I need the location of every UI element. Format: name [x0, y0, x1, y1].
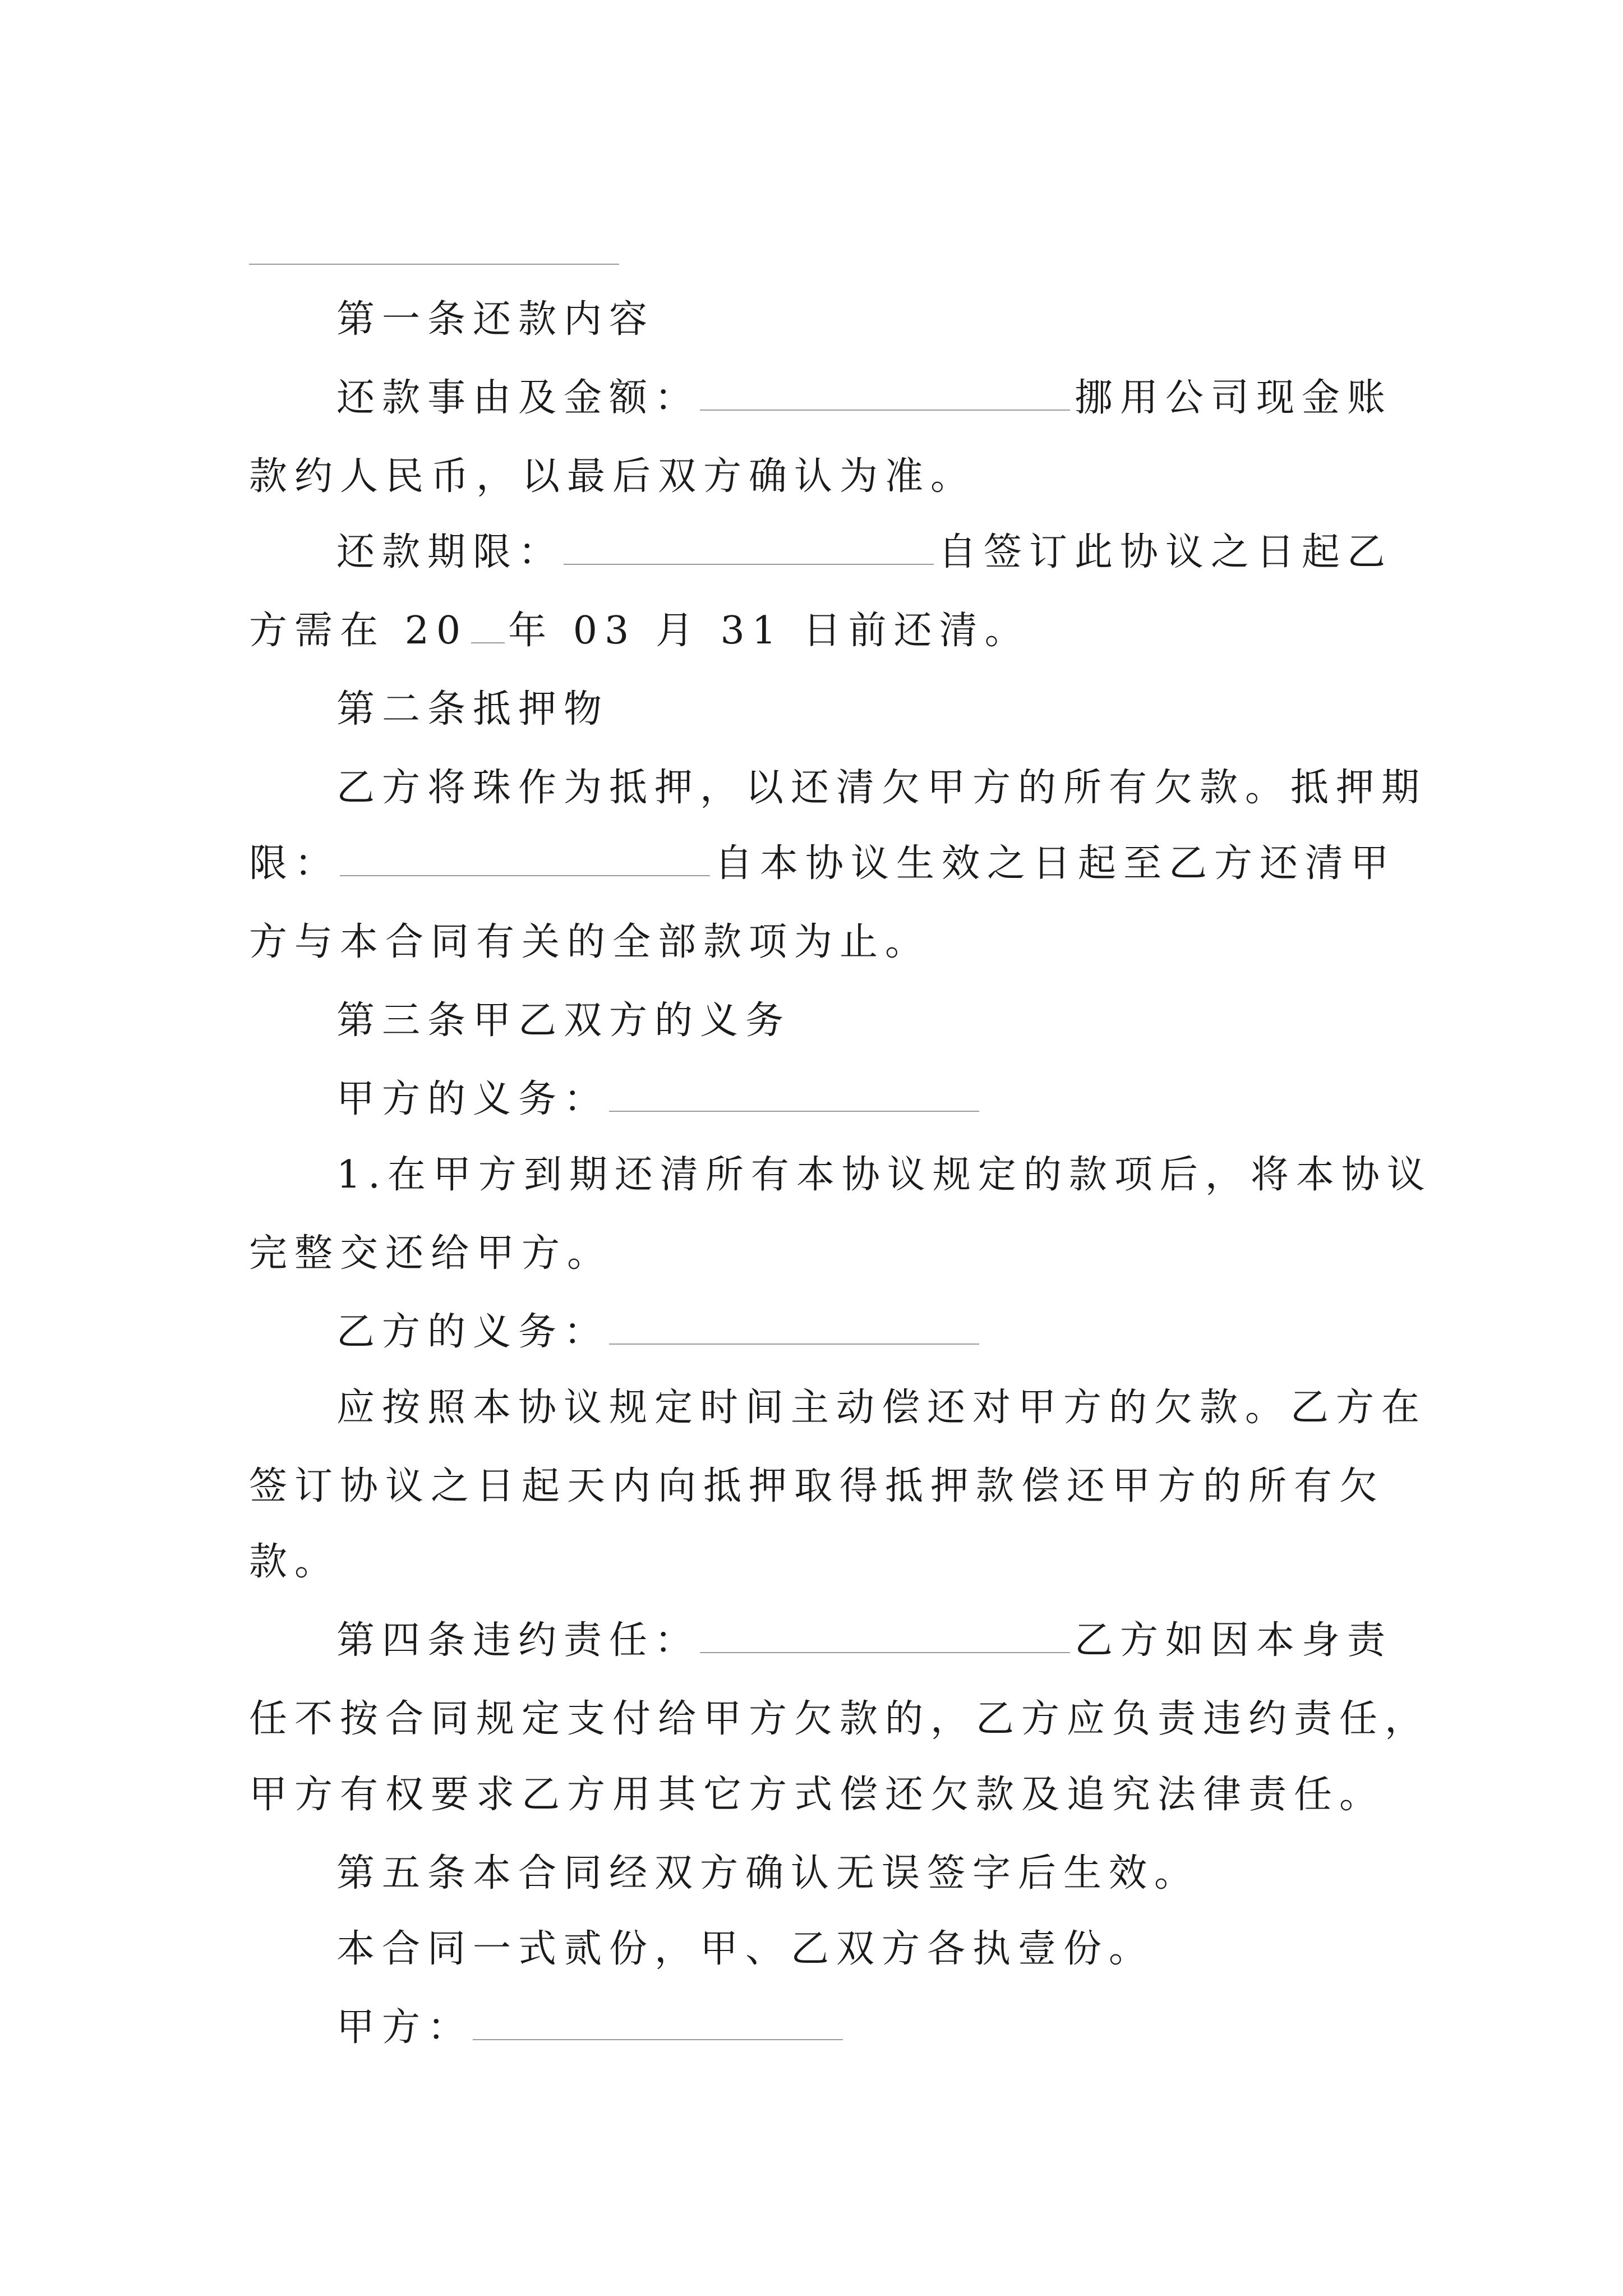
article-3-heading-text: 第三条甲乙双方的义务: [336, 999, 791, 1043]
party-a-duty-item-1-text: 1.在甲方到期还清所有本协议规定的款项后，将本协议: [336, 1153, 1432, 1197]
article-1-heading: [336, 292, 654, 348]
party-b-duty-line: [336, 1304, 984, 1360]
repayment-term-text: 自签订此协议之日起乙: [938, 530, 1393, 574]
party-b-duty-text-line-2: [249, 1458, 1385, 1515]
collateral-term-blank[interactable]: [340, 841, 710, 876]
repayment-term-line-2: [249, 603, 1030, 659]
repayment-term-line: [336, 524, 1393, 581]
repayment-reason-label: 还款事由及金额：: [336, 376, 700, 420]
collateral-line-1: [336, 760, 1427, 816]
repayment-year-blank[interactable]: [471, 609, 505, 643]
article-4-line-2: [249, 1691, 1430, 1747]
article-5-text: 第五条本合同经双方确认无误签字后生效。: [336, 1851, 1200, 1895]
article-3-heading: [336, 993, 791, 1049]
copies-line: [336, 1921, 1154, 1977]
party-a-duty-item-1-cont: [249, 1226, 612, 1282]
article-5-line: [336, 1846, 1200, 1902]
party-b-duty-text-2: 签订协议之日起天内向抵押取得抵押款偿还甲方的所有欠: [249, 1464, 1385, 1508]
collateral-text-2: 自本协议生效之日起至乙方还清甲: [714, 841, 1396, 886]
repayment-year-prefix: 方需在 20: [249, 609, 468, 653]
copies-text: 本合同一式贰份，甲、乙双方各执壹份。: [336, 1927, 1155, 1971]
repayment-reason-blank[interactable]: [700, 376, 1070, 411]
party-a-duty-blank[interactable]: [609, 1077, 979, 1112]
article-2-heading-text: 第二条抵押物: [336, 687, 610, 731]
party-a-signature-line: [336, 2000, 847, 2056]
repayment-date-text: 年 03 月 31 日前还清。: [508, 609, 1030, 653]
party-a-signature-blank[interactable]: [473, 2005, 843, 2040]
collateral-term-label: 限：: [249, 841, 340, 886]
breach-liability-text-2: 任不按合同规定支付给甲方欠款的，乙方应负责违约责任，: [249, 1697, 1431, 1741]
party-b-duty-blank[interactable]: [609, 1310, 979, 1345]
article-4-line-3: [249, 1767, 1385, 1823]
breach-liability-label: 第四条违约责任：: [336, 1618, 700, 1663]
breach-liability-text-1: 乙方如因本身责: [1075, 1618, 1393, 1663]
repayment-reason-text: 挪用公司现金账: [1075, 376, 1393, 420]
party-b-duty-text-line-1: [336, 1380, 1427, 1436]
party-a-signature-label: 甲方：: [336, 2005, 473, 2050]
repayment-reason-line: [336, 370, 1393, 426]
party-a-duty-item-1-text-2: 完整交还给甲方。: [249, 1231, 613, 1276]
article-4-line-1: [336, 1613, 1393, 1669]
repayment-reason-line-2: [249, 449, 976, 505]
repayment-term-label: 还款期限：: [336, 530, 564, 574]
party-b-duty-text-line-3: [249, 1534, 340, 1590]
article-1-heading-text: 第一条还款内容: [336, 297, 655, 342]
collateral-text-1: 乙方将珠作为抵押，以还清欠甲方的所有欠款。抵押期: [336, 766, 1427, 810]
party-a-duty-label: 甲方的义务：: [336, 1077, 610, 1121]
repayment-reason-text-2: 款约人民币，以最后双方确认为准。: [249, 454, 976, 499]
collateral-line-2: [249, 836, 1396, 892]
article-2-heading: [336, 682, 609, 738]
party-a-duty-item-1: [336, 1147, 1432, 1203]
party-b-duty-label: 乙方的义务：: [336, 1310, 610, 1354]
collateral-text-3: 方与本合同有关的全部款项为止。: [249, 920, 931, 964]
collateral-line-3: [249, 914, 930, 970]
header-rule: [249, 264, 619, 265]
party-a-duty-line: [336, 1071, 984, 1128]
party-b-duty-text-3: 款。: [249, 1540, 340, 1584]
breach-liability-blank[interactable]: [700, 1618, 1070, 1653]
repayment-term-blank[interactable]: [564, 530, 934, 565]
breach-liability-text-3: 甲方有权要求乙方用其它方式偿还欠款及追究法律责任。: [249, 1773, 1385, 1817]
party-b-duty-text-1: 应按照本协议规定时间主动偿还对甲方的欠款。乙方在: [336, 1386, 1427, 1430]
